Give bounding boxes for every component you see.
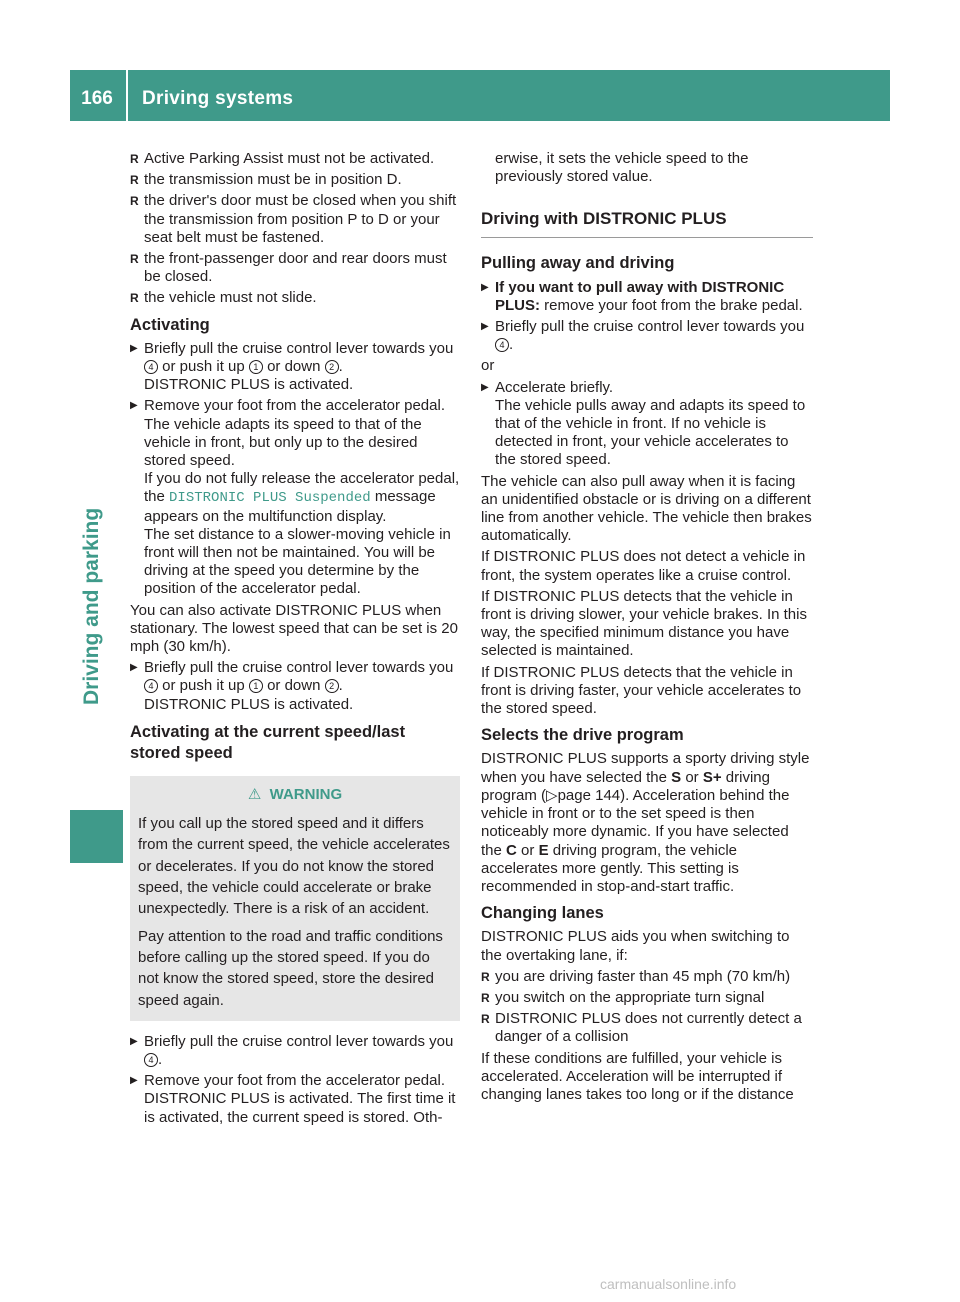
lever-towards-symbol: 4 (144, 360, 158, 374)
warning-header: ⚠ WARNING (247, 785, 343, 803)
display-message: DISTRONIC PLUS Suspended (169, 490, 371, 507)
lever-towards-symbol: 4 (144, 679, 158, 693)
heading-activating: Activating (130, 315, 210, 334)
page-title: Driving systems (142, 88, 294, 109)
list-item: R the driver's door must be closed when you shift the transmission from position P to D or your seat belt must be fastened. (130, 192, 460, 247)
heading-current-speed: Activating at the current speed/last stored speed (130, 722, 406, 762)
heading-changing-lanes: Changing lanes (481, 904, 604, 923)
paragraph: If DISTRONIC PLUS does not detect a vehicle in front, the system operates like a cruise control. (481, 548, 806, 584)
list-item: R the front-passenger door and rear doors must be closed. (130, 250, 460, 286)
lever-towards-symbol: 4 (144, 1053, 158, 1067)
step-item: ▶ Remove your foot from the accelerator pedal. DISTRONIC PLUS is activated. The first time it is activated, the current speed is stored. Oth- (130, 1072, 460, 1127)
list-item: R Active Parking Assist must not be activated. (130, 150, 460, 168)
paragraph: DISTRONIC PLUS aids you when switching to the overtaking lane, if: (481, 928, 790, 964)
paragraph: You can also activate DISTRONIC PLUS when stationary. The lowest speed that can be set is 20 mph (30 km/h). (130, 601, 458, 656)
watermark: carmanualsonline.info (600, 1276, 737, 1292)
step-item: ▶ Briefly pull the cruise control lever towards you 4 . (130, 1033, 460, 1069)
warning-box: ⚠ WARNING If you call up the stored speed and it differs from the current speed, the vehicle accelerates or decelerates. If you do not know the stored speed, the vehicle could accelerate or brake unexpectedly. There is a risk of an accident. Pay attention to the road and traffic conditions before calling up the stored speed. If you do not know the stored speed, store the desired speed again. (130, 776, 460, 1021)
step-item: ▶ Accelerate briefly. The vehicle pulls away and adapts its speed to that of the vehicle in front. If no vehicle is detected in front, your vehicle accelerates to the stored speed. (481, 379, 813, 470)
warning-triangle-icon: ⚠ (247, 785, 262, 803)
list-item: R the transmission must be in position D. (130, 171, 460, 189)
page-ref-arrow-icon: ▷ (546, 786, 558, 804)
paragraph: erwise, it sets the vehicle speed to the previously stored value. (495, 150, 749, 186)
paragraph: If these conditions are fulfilled, your vehicle is accelerated. Acceleration will be interrupted if changing lanes takes too long or if the distance (481, 1049, 794, 1103)
step-item: ▶ Briefly pull the cruise control lever towards you 4 or push it up 1 or down 2 . DISTRONIC PLUS is activated. (130, 340, 460, 395)
list-item: R DISTRONIC PLUS does not currently detect a danger of a collision (481, 1010, 813, 1046)
paragraph: If DISTRONIC PLUS detects that the vehicle in front is driving slower, your vehicle brakes. In this way, the specified minimum distance you have selected is maintained. (481, 587, 807, 660)
heading-pulling-away: Pulling away and driving (481, 254, 675, 273)
paragraph: The vehicle can also pull away when it is facing an unidentified obstacle or is driving on a different line from another vehicle. The vehicle then brakes automatically. (481, 472, 812, 545)
section-marker (70, 810, 123, 863)
list-item: R the vehicle must not slide. (130, 289, 460, 307)
step-item: ▶ Briefly pull the cruise control lever towards you 4 or push it up 1 or down 2 . DISTRONIC PLUS is activated. (130, 659, 460, 714)
step-item: ▶ If you want to pull away with DISTRONIC PLUS: remove your foot from the brake pedal. (481, 279, 813, 315)
page-number: 166 (81, 88, 113, 109)
step-item: ▶ Briefly pull the cruise control lever towards you 4 . (481, 318, 813, 354)
page-reference-link[interactable]: page 144 (557, 786, 621, 804)
or-label: or (481, 357, 495, 375)
paragraph: If DISTRONIC PLUS detects that the vehicle in front is driving faster, your vehicle accelerates to the stored speed. (481, 663, 802, 718)
lever-towards-symbol: 4 (495, 338, 509, 352)
lever-down-symbol: 2 (325, 679, 339, 693)
header-divider (126, 70, 128, 121)
left-column (130, 150, 460, 1130)
list-item: R you are driving faster than 45 mph (70 km/h) (481, 968, 813, 986)
list-item: R you switch on the appropriate turn signal (481, 989, 813, 1007)
heading-drive-program: Selects the drive program (481, 726, 684, 745)
right-column (481, 150, 813, 1107)
section-tab-label: Driving and parking (80, 507, 103, 705)
paragraph: DISTRONIC PLUS supports a sporty driving style when you have selected the S or S+ driving program (▷page 144). Acceleration behind the vehicle in front or to the set speed is then noticeably more dynamic. If you have selected the C or E driving program, the vehicle accelerates more gently. This setting is recommended in stop-and-start traffic. (481, 750, 810, 895)
lever-up-symbol: 1 (249, 360, 263, 374)
lever-up-symbol: 1 (249, 679, 263, 693)
section-tab (80, 507, 120, 705)
lever-down-symbol: 2 (325, 360, 339, 374)
step-item: ▶ Remove your foot from the accelerator pedal. The vehicle adapts its speed to that of the vehicle in front, but only up to the desired stored speed. If you do not fully release the accelerator pedal, the DISTRONIC PLUS Suspended message appears on the multifunction display. The set distance to a slower-moving vehicle in front will then not be maintained. You will be driving at the speed you determine by the position of the accelerator pedal. (130, 397, 460, 598)
heading-driving-distronic: Driving with DISTRONIC PLUS (481, 208, 813, 238)
